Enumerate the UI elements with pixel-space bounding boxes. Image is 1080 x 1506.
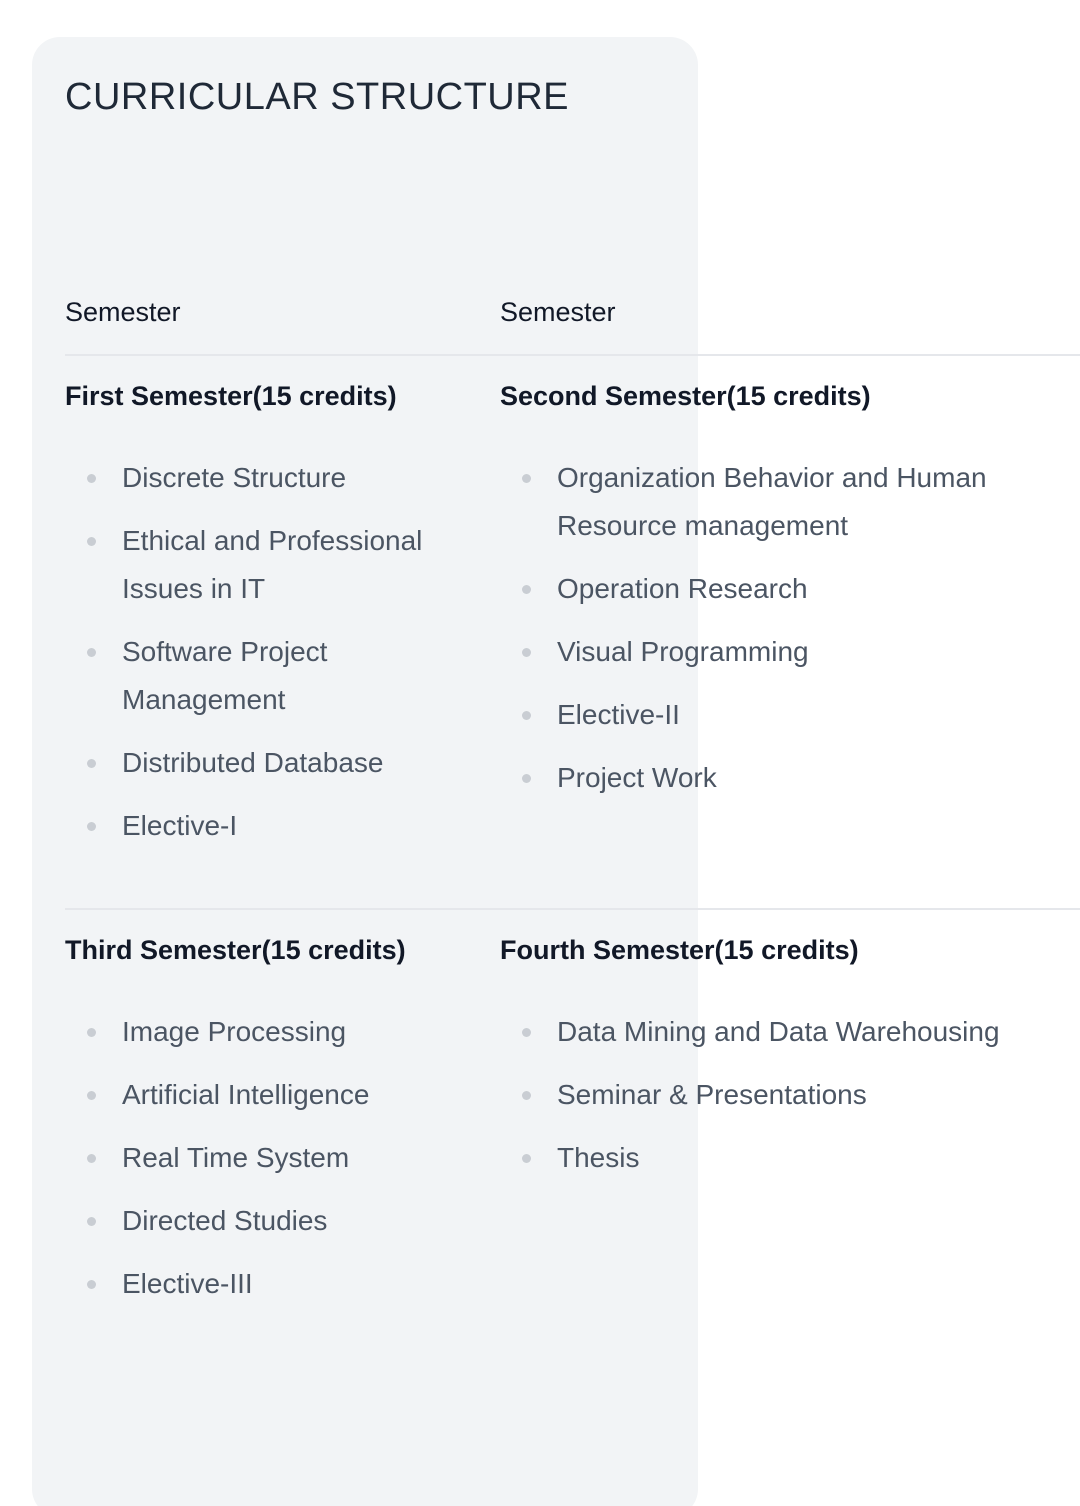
semester-cell-third	[65, 910, 500, 1323]
bullet-icon	[522, 711, 531, 720]
semester-cell-fourth	[500, 910, 1080, 1323]
list-item	[65, 1260, 442, 1308]
course-name: Elective-III	[122, 1268, 253, 1299]
list-item	[500, 628, 1017, 676]
table-row	[65, 356, 1080, 910]
bullet-icon	[87, 1028, 96, 1037]
table-row	[65, 910, 1080, 1323]
course-name: Thesis	[557, 1142, 640, 1173]
course-name: Distributed Database	[122, 747, 384, 778]
table-header-row	[65, 290, 1080, 356]
course-name: Elective-II	[557, 699, 680, 730]
list-item	[500, 1071, 1017, 1119]
course-list	[65, 1008, 500, 1308]
course-name: Operation Research	[557, 573, 808, 604]
semester-title: Third Semester(15 credits)	[65, 935, 406, 965]
bullet-icon	[87, 1217, 96, 1226]
course-name: Discrete Structure	[122, 462, 347, 493]
course-name: Directed Studies	[122, 1205, 328, 1236]
course-name: Organization Behavior and Human Resource management	[557, 462, 987, 541]
bullet-icon	[87, 474, 96, 483]
list-item	[65, 1071, 442, 1119]
course-name: Real Time System	[122, 1142, 350, 1173]
bullet-icon	[87, 648, 96, 657]
course-name: Software Project Management	[122, 636, 328, 715]
list-item	[65, 1008, 442, 1056]
course-list	[500, 1008, 1080, 1182]
list-item	[65, 1197, 442, 1245]
bullet-icon	[522, 1154, 531, 1163]
bullet-icon	[522, 1028, 531, 1037]
list-item	[65, 517, 442, 613]
course-list	[65, 454, 500, 850]
list-item	[500, 1008, 1017, 1056]
bullet-icon	[522, 1091, 531, 1100]
list-item	[65, 454, 442, 502]
list-item	[65, 628, 442, 724]
course-name: Seminar & Presentations	[557, 1079, 867, 1110]
bullet-icon	[522, 648, 531, 657]
course-name: Artificial Intelligence	[122, 1079, 370, 1110]
bullet-icon	[522, 474, 531, 483]
bullet-icon	[522, 585, 531, 594]
list-item	[500, 1134, 1017, 1182]
course-name: Project Work	[557, 762, 717, 793]
list-item	[65, 802, 442, 850]
bullet-icon	[522, 774, 531, 783]
course-name: Data Mining and Data Warehousing	[557, 1016, 1000, 1047]
semester-title: First Semester(15 credits)	[65, 381, 397, 411]
course-name: Visual Programming	[557, 636, 809, 667]
bullet-icon	[87, 1154, 96, 1163]
bullet-icon	[87, 822, 96, 831]
list-item	[500, 454, 1017, 550]
semester-title: Fourth Semester(15 credits)	[500, 935, 859, 965]
list-item	[500, 691, 1017, 739]
bullet-icon	[87, 537, 96, 546]
semester-cell-second	[500, 356, 1080, 908]
table-header-cell: Semester	[500, 297, 616, 327]
course-name: Elective-I	[122, 810, 238, 841]
course-name: Ethical and Professional Issues in IT	[122, 525, 423, 604]
list-item	[65, 1134, 442, 1182]
bullet-icon	[87, 1280, 96, 1289]
course-list	[500, 454, 1080, 802]
bullet-icon	[87, 1091, 96, 1100]
list-item	[500, 565, 1017, 613]
table-header-cell: Semester	[65, 297, 181, 327]
list-item	[500, 754, 1017, 802]
semester-title: Second Semester(15 credits)	[500, 381, 871, 411]
course-name: Image Processing	[122, 1016, 347, 1047]
list-item	[65, 739, 442, 787]
curriculum-table	[65, 290, 1080, 1323]
bullet-icon	[87, 759, 96, 768]
semester-cell-first	[65, 356, 500, 908]
page-title: CURRICULAR STRUCTURE	[65, 76, 570, 118]
